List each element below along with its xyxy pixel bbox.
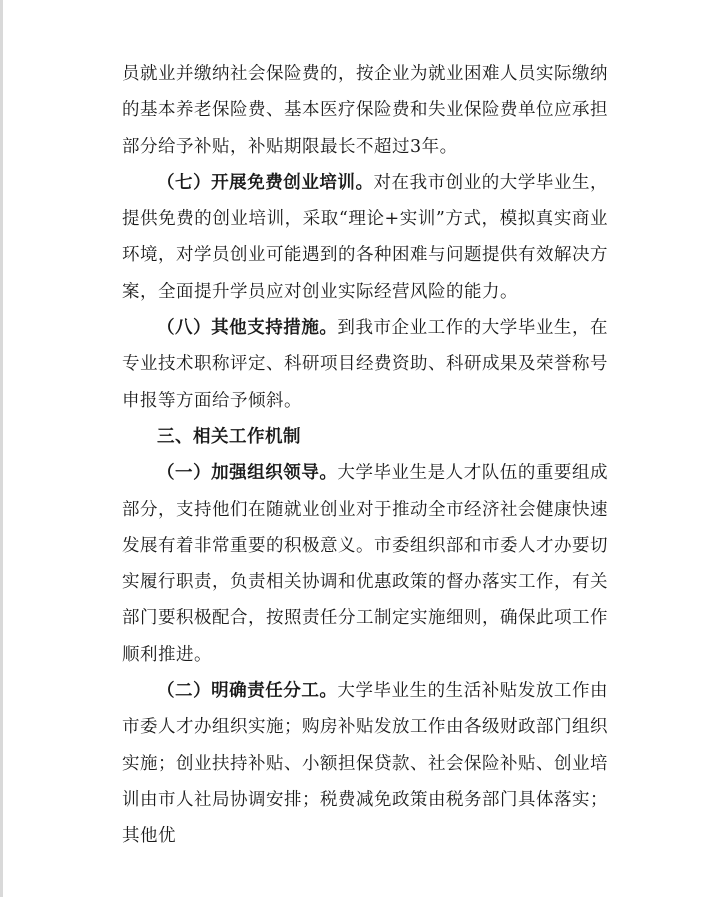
paragraph-lead: （二）明确责任分工。 [157,681,338,702]
paragraph-item-8 [122,310,608,419]
paragraph-text: 对在我市创业的大学毕业生，提供免费的创业培训，采取“理论+实训”方式，模拟真实商业环境，对学员创业可能遇到的各种困难与问题提供有效解决方案，全面提升学员应对创业实际经营风险的能力。 [122,172,608,302]
paragraph-item-7 [122,165,608,310]
paragraph-continuation [122,56,608,165]
paragraph-lead: （一）加强组织领导。 [157,463,338,484]
paragraph-section-item-1 [122,455,608,673]
paragraph-lead: （七）开展免费创业培训。 [157,172,374,193]
document-body [122,56,608,855]
paragraph-lead: （八）其他支持措施。 [157,318,338,339]
paragraph-text: 员就业并缴纳社会保险费的，按企业为就业困难人员实际缴纳的基本养老保险费、基本医疗保险费和失业保险费单位应承担部分给予补贴，补贴期限最长不超过3年。 [122,64,608,157]
page-edge [0,0,3,897]
paragraph-text: 大学毕业生的生活补贴发放工作由市委人才办组织实施；购房补贴发放工作由各级财政部门组织实施；创业扶持补贴、小额担保贷款、社会保险补贴、创业培训由市人社局协调安排；税费减免政策由税务部门具体落实；其他优 [122,681,609,847]
paragraph-text: 大学毕业生是人才队伍的重要组成部分，支持他们在随就业创业对于推动全市经济社会健康快速发展有着非常重要的积极意义。市委组织部和市委人才办要切实履行职责，负责相关协调和优惠政策的督办落实工作，有关部门要积极配合，按照责任分工制定实施细则，确保此项工作顺利推进。 [122,463,609,665]
section-heading: 三、相关工作机制 [157,426,301,447]
paragraph-text: 到我市企业工作的大学毕业生，在专业技术职称评定、科研项目经费资助、科研成果及荣誉称号申报等方面给予倾斜。 [122,318,609,411]
paragraph-section-item-2 [122,673,608,854]
